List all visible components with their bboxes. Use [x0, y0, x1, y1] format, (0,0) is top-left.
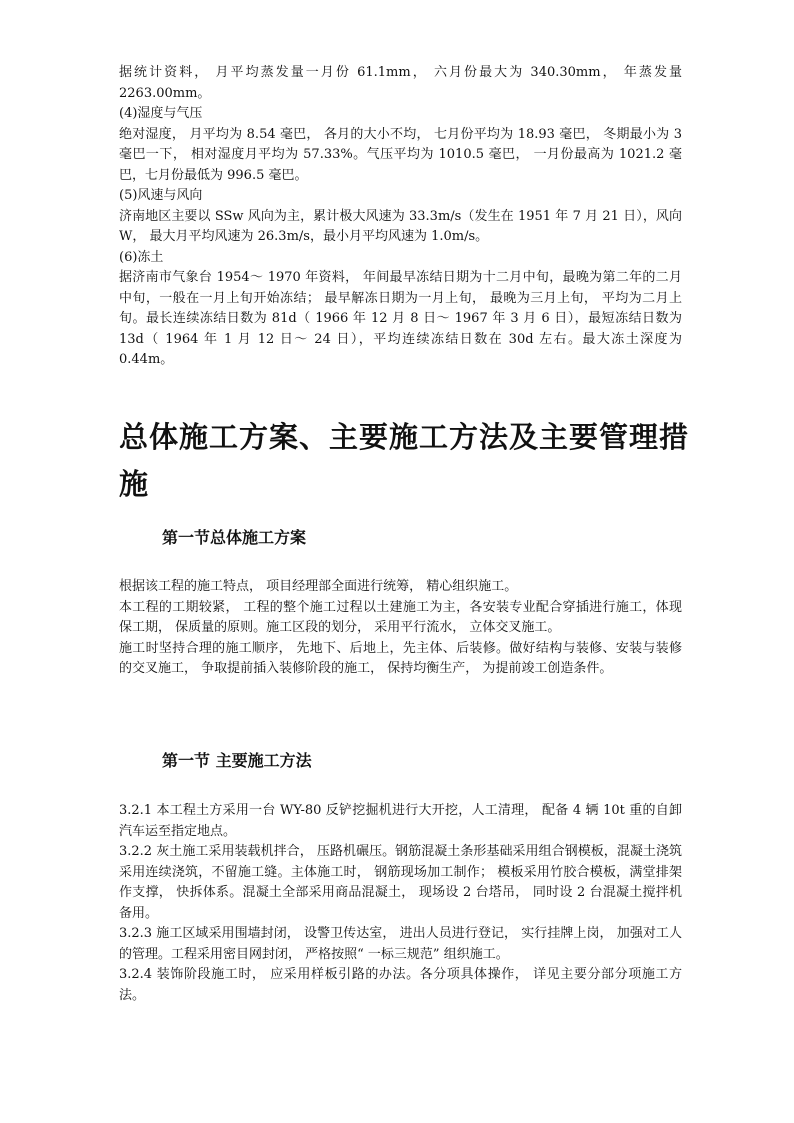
wind-subtitle: (5)风速与风向 [119, 188, 203, 203]
overall-plan-body [119, 577, 682, 680]
frost-paragraph: 据济南市气象台 1954～ 1970 年资料， 年间最早冻结日期为十二月中旬，最晚为第二年的二月中旬，一般在一月上旬开始冻结； 最早解冻日期为一月上旬， 最晚为三月上旬， 平均为二月上旬。最长连续冻结日数为 81d（ 1966 年 12 月 8 日～ 1967 年 3 月 6 日），最短冻结日数为 13d（ 1964 年 1 月 12 日～ 24 日），平均连续冻结日数在 30d 左右。最大冻土深度为 0.44m。 [119, 270, 682, 367]
chapter-title: 总体施工方案、主要施工方法及主要管理措施 [119, 420, 690, 501]
frost-subtitle: (6)冻土 [119, 249, 164, 265]
method-3-2-3: 3.2.3 施工区域采用围墙封闭， 设警卫传达室， 进出人员进行登记， 实行挂牌上岗， 加强对工人的管理。工程采用密目网封闭， 严格按照“ 一标三规范” 组织施工。 [119, 926, 682, 962]
evaporation-paragraph: 据统计资料， 月平均蒸发量一月份 61.1mm， 六月份最大为 340.30mm， 年蒸发量 2263.00mm。 [119, 65, 682, 101]
humidity-subtitle: (4)湿度与气压 [119, 106, 203, 121]
overall-plan-paragraph-3: 施工时坚持合理的施工顺序， 先地下、后地上，先主体、后装修。做好结构与装修、安装与装修的交叉施工， 争取提前插入装修阶段的施工， 保持均衡生产， 为提前竣工创造条件。 [119, 640, 682, 676]
humidity-paragraph: 绝对湿度， 月平均为 8.54 毫巴， 各月的大小不均， 七月份平均为 18.93 毫巴， 冬期最小为 3 毫巴一下， 相对湿度月平均为 57.33%。气压平均为 1010.5 毫巴， 一月份最高为 1021.2 毫巴，七月份最低为 996.5 毫巴。 [119, 126, 682, 183]
wind-paragraph: 济南地区主要以 SSw 风向为主，累计极大风速为 33.3m/s（发生在 1951 年 7 月 21 日），风向 W， 最大月平均风速为 26.3m/s，最小月平均风速为 1.0m/s。 [119, 208, 682, 244]
overall-plan-paragraph-2: 本工程的工期较紧， 工程的整个施工过程以土建施工为主，各安装专业配合穿插进行施工，体现保工期， 保质量的原则。施工区段的划分， 采用平行流水， 立体交叉施工。 [119, 599, 682, 635]
climate-section [119, 63, 682, 371]
overall-plan-paragraph-1: 根据该工程的施工特点， 项目经理部全面进行统筹， 精心组织施工。 [119, 579, 518, 594]
method-3-2-2: 3.2.2 灰土施工采用装载机拌合， 压路机碾压。钢筋混凝土条形基础采用组合钢模板，混凝土浇筑采用连续浇筑，不留施工缝。主体施工时， 钢筋现场加工制作； 模板采用竹胶合模板，满堂排架作支撑， 快拆体系。混凝土全部采用商品混凝土， 现场设 2 台塔吊， 同时设 2 台混凝土搅拌机备用。 [119, 844, 682, 921]
method-3-2-1: 3.2.1 本工程土方采用一台 WY-80 反铲挖掘机进行大开挖，人工清理， 配备 4 辆 10t 重的自卸汽车运至指定地点。 [119, 803, 682, 839]
main-methods-body [119, 801, 682, 1006]
method-3-2-4: 3.2.4 装饰阶段施工时， 应采用样板引路的办法。各分项具体操作， 详见主要分部分项施工方法。 [119, 967, 682, 1003]
section-title-overall-plan: 第一节总体施工方案 [162, 528, 307, 547]
section-title-main-methods: 第一节 主要施工方法 [162, 751, 312, 770]
